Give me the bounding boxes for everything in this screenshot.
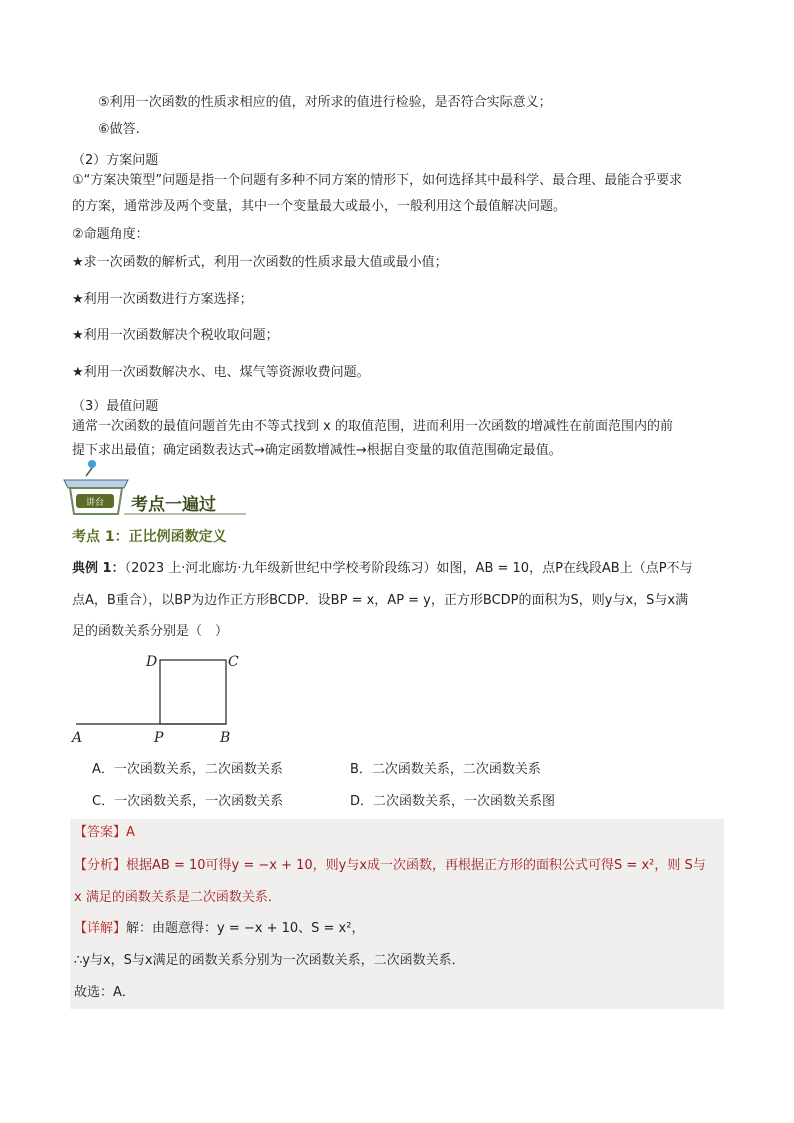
square-figure (70, 650, 250, 746)
option-b: B．二次函数关系，二次函数关系 (350, 762, 541, 777)
bullet-item: ★利用一次函数进行方案选择； (72, 292, 253, 307)
option-c: C．一次函数关系，一次函数关系 (92, 794, 284, 809)
section-2-heading: （2）方案问题 (72, 153, 159, 168)
answer-label: 【答案】 (74, 825, 127, 840)
section-3-line1: 通常一次函数的最值问题首先由不等式找到 x 的取值范围，进而利用一次函数的增减性在前面范围内的前 (72, 419, 673, 434)
bullet-item: ★利用一次函数解决个税收取问题； (72, 328, 279, 343)
section-banner-title: 考点一遍过 (131, 495, 216, 515)
section-2-para1-line1: ①“方案决策型”问题是指一个问题有多种不同方案的情形下，如何选择其中最科学、最合理、最能合乎要求 (72, 173, 683, 188)
label-d: D (146, 654, 158, 670)
analysis-line1: 根据AB = 10可得y = −x + 10，则y与x成一次函数，再根据正方形的面积公式可得S = x²，则 S与 (126, 858, 706, 873)
detail-line1: 解：由题意得：y = −x + 10、S = x²， (126, 921, 365, 936)
step-6-text: ⑥做答. (98, 122, 140, 137)
section-2-para2: ②命题角度： (72, 227, 149, 242)
option-d: D．二次函数关系，一次函数关系图 (350, 794, 556, 809)
detail-label: 【详解】 (74, 921, 127, 936)
square-bcdp (160, 660, 226, 724)
label-a: A (72, 730, 83, 746)
section-2-para1-line2: 的方案，通常涉及两个变量，其中一个变量最大或最小，一般利用这个最值解决问题。 (72, 199, 567, 214)
kaodian-title: 考点 1：正比例函数定义 (72, 529, 227, 545)
analysis-row (74, 857, 706, 875)
section-3-line2: 提下求出最值；确定函数表达式→确定函数增减性→根据自变量的取值范围确定最值。 (72, 443, 562, 458)
label-b: B (220, 730, 231, 746)
lectern-sign-text: 讲台 (85, 498, 105, 508)
option-a: A．一次函数关系，二次函数关系 (92, 762, 283, 777)
example-label: 典例 1： (72, 561, 125, 576)
analysis-label: 【分析】 (74, 858, 127, 873)
example-text-line1: （2023 上·河北廊坊·九年级新世纪中学校考阶段练习）如图，AB = 10，点P在线段AB上（点P不与 (124, 561, 693, 576)
bullet-item: ★利用一次函数解决水、电、煤气等资源收费问题。 (72, 365, 370, 380)
bullet-item: ★求一次函数的解析式，利用一次函数的性质求最大值或最小值； (72, 255, 448, 270)
answer-row (74, 824, 135, 842)
step-5-text: ⑤利用一次函数的性质求相应的值，对所求的值进行检验，是否符合实际意义； (98, 95, 552, 110)
example-line2: 点A，B重合），以BP为边作正方形BCDP．设BP = x，AP = y，正方形BCDP的面积为S，则y与x，S与x满 (72, 593, 689, 608)
section-3-heading: （3）最值问题 (72, 399, 159, 414)
example-line3: 足的函数关系分别是（ ） (72, 624, 229, 639)
example-line1 (72, 560, 693, 578)
answer-value: A (126, 825, 135, 840)
conclusion: 故选：A． (74, 985, 135, 1000)
detail-row (74, 920, 364, 938)
analysis-line2: x 满足的函数关系是二次函数关系． (74, 890, 281, 905)
answer-panel (70, 819, 724, 1009)
label-c: C (228, 654, 239, 670)
label-p: P (154, 730, 164, 746)
detail-line2: ∴y与x，S与x满足的函数关系分别为一次函数关系，二次函数关系． (74, 953, 465, 968)
